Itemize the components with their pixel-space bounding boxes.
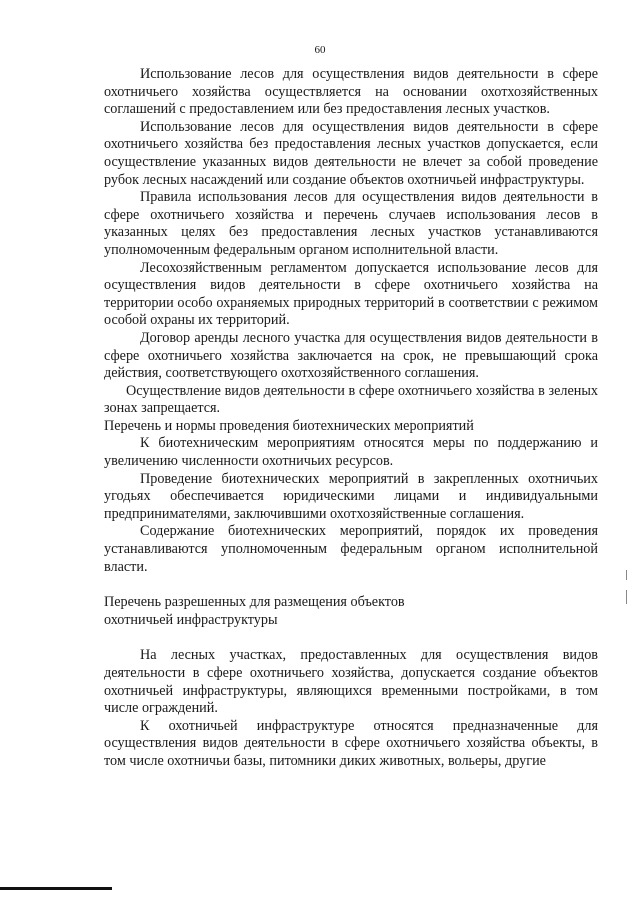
- paragraph: Лесохозяйственным регламентом допускается использование лесов для осуществления видов деятельности в сфере охотничьего хозяйства на территории особо охраняемых природных территорий в соответствии с режимом особой охраны их территорий.: [104, 259, 598, 329]
- section-heading-line: охотничьей инфраструктуры: [104, 611, 278, 628]
- paragraph: Осуществление видов деятельности в сфере охотничьего хозяйства в зеленых зонах запрещается.: [104, 382, 598, 417]
- paragraph: Использование лесов для осуществления видов деятельности в сфере охотничьего хозяйства осуществляется на основании охотхозяйственных соглашений с предоставлением или без предоставления лесных участков.: [104, 66, 598, 118]
- scan-artifact-mark: [626, 570, 627, 580]
- paragraph: Использование лесов для осуществления видов деятельности в сфере охотничьего хозяйства без предоставления лесных участков допускается, если осуществление указанных видов деятельности не влечет за собой проведение рубок лесных насаждений или создание объектов охотничьей инфраструктуры.: [104, 118, 598, 188]
- paragraph: Правила использования лесов для осуществления видов деятельности в сфере охотничьего хозяйства и перечень случаев использования лесов в указанных целях без предоставления лесных участков устанавливаются уполномоченным федеральным органом исполнительной власти.: [104, 189, 598, 258]
- paragraph: К биотехническим мероприятиям относятся меры по поддержанию и увеличению численности охотничьих ресурсов.: [104, 435, 598, 470]
- paragraph: К охотничьей инфраструктуре относятся предназначенные для осуществления видов деятельности в сфере охотничьего хозяйства объекты, в том числе охотничьи базы, питомники диких животных, вольеры, другие: [104, 717, 598, 769]
- page-number: 60: [314, 44, 326, 56]
- paragraph: Проведение биотехнических мероприятий в закрепленных охотничьих угодьях обеспечивается юридическими лицами и индивидуальными предпринимателями, заключившими охотхозяйственные соглашения.: [104, 470, 598, 522]
- paragraph: Договор аренды лесного участка для осуществления видов деятельности в сфере охотничьего хозяйства заключается на срок, не превышающий срока действия, соответствующего охотхозяйственного соглашения.: [104, 329, 598, 382]
- section-heading: [104, 594, 598, 629]
- footer-rule: [0, 887, 112, 890]
- document-body: [104, 66, 598, 771]
- scan-artifact-mark: [626, 590, 627, 604]
- section-heading-line: Перечень разрешенных для размещения объектов: [104, 594, 405, 611]
- section-heading: Перечень и нормы проведения биотехнических мероприятий: [104, 417, 474, 434]
- paragraph: Содержание биотехнических мероприятий, порядок их проведения устанавливаются уполномоченным федеральным органом исполнительной власти.: [104, 523, 598, 575]
- paragraph: На лесных участках, предоставленных для осуществления видов деятельности в сфере охотничьего хозяйства, допускается создание объектов охотничьей инфраструктуры, являющихся временными постройками, в том числе ограждений.: [104, 647, 598, 717]
